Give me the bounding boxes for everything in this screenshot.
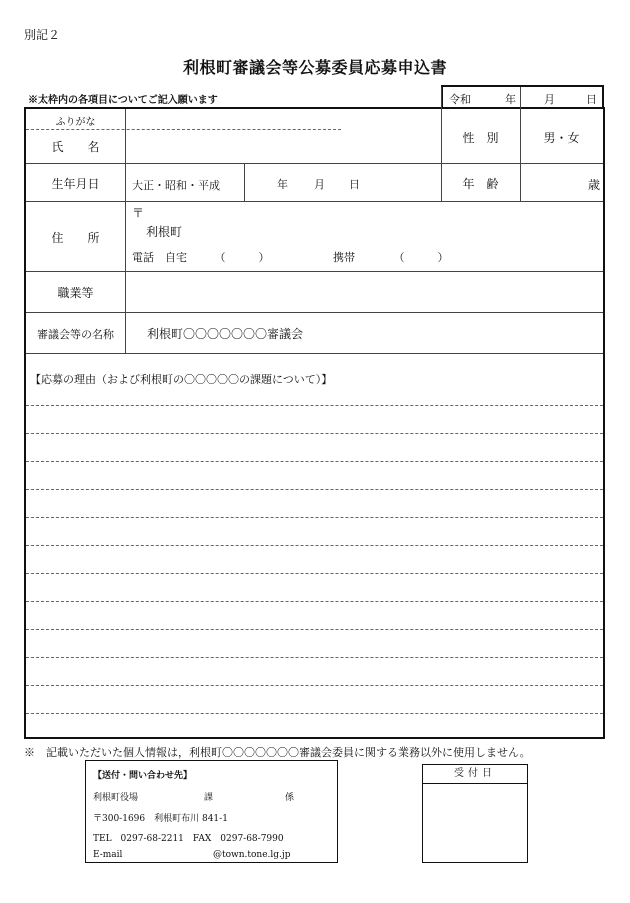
application-form — [24, 107, 605, 739]
row-divider — [26, 271, 603, 272]
writing-line[interactable] — [26, 433, 603, 434]
age-unit: 歳 — [588, 178, 601, 192]
column-divider — [125, 109, 126, 353]
name-label: 氏 名 — [51, 140, 100, 154]
date-month: 月 — [544, 93, 555, 106]
row-divider — [26, 163, 603, 164]
page-title: 利根町審議会等公募委員応募申込書 — [182, 58, 447, 77]
writing-line[interactable] — [26, 517, 603, 518]
row-divider — [26, 353, 603, 354]
birth-year-unit: 年 — [277, 178, 288, 191]
writing-line[interactable] — [26, 629, 603, 630]
age-label: 年 齢 — [462, 177, 499, 191]
writing-line[interactable] — [26, 713, 603, 714]
contact-email-label: E-mail — [93, 850, 123, 860]
writing-line[interactable] — [26, 601, 603, 602]
postal-mark: 〒 — [132, 206, 145, 220]
row-divider — [26, 312, 603, 313]
council-name: 利根町〇〇〇〇〇〇〇審議会 — [147, 327, 304, 341]
date-era: 令和 — [449, 93, 471, 106]
writing-line[interactable] — [26, 489, 603, 490]
phone-home[interactable]: 電話 自宅 （ ） — [132, 251, 270, 264]
privacy-footnote: ※ 記載いただいた個人情報は，利根町〇〇〇〇〇〇〇審議会委員に関する業務以外に使用しません。 — [24, 746, 531, 759]
phone-mobile[interactable]: 携帯 （ ） — [333, 251, 449, 264]
contact-box — [85, 760, 338, 863]
application-date-box[interactable] — [441, 85, 604, 107]
writing-line[interactable] — [26, 461, 603, 462]
writing-line[interactable] — [26, 573, 603, 574]
address-label: 住 所 — [51, 231, 100, 245]
contact-section: 課 — [204, 793, 214, 803]
writing-line[interactable] — [26, 685, 603, 686]
writing-line[interactable] — [26, 405, 603, 406]
occupation-label: 職業等 — [57, 286, 94, 300]
contact-email-domain[interactable]: @town.tone.lg.jp — [213, 850, 291, 860]
contact-address: 〒300-1696 利根町布川 841-1 — [93, 814, 228, 824]
birthdate-label: 生年月日 — [51, 177, 100, 191]
row-divider — [26, 201, 603, 202]
furigana-divider — [26, 129, 341, 130]
furigana-label: ふりがな — [55, 117, 96, 128]
date-day: 日 — [586, 93, 597, 106]
gender-label: 性 別 — [462, 131, 499, 145]
council-label: 審議会等の名称 — [37, 328, 114, 341]
address-town: 利根町 — [146, 225, 183, 239]
birth-month-unit: 月 — [314, 178, 325, 191]
contact-tel-fax: TEL 0297-68-2211 FAX 0297-68-7990 — [93, 834, 284, 844]
date-year: 年 — [505, 93, 516, 106]
reception-label: 受付日 — [423, 765, 527, 784]
reason-label: 【応募の理由（および利根町の〇〇〇〇〇の課題について）】 — [30, 373, 333, 386]
contact-office: 利根町役場 — [93, 793, 139, 803]
column-divider — [244, 163, 245, 201]
annex-label: 別記２ — [24, 28, 61, 42]
contact-heading: 【送付・問い合わせ先】 — [93, 771, 193, 781]
birth-era-options[interactable]: 大正・昭和・平成 — [132, 179, 220, 192]
birth-day-unit: 日 — [349, 178, 360, 191]
contact-staff: 係 — [285, 793, 295, 803]
writing-line[interactable] — [26, 657, 603, 658]
reception-stamp-box — [422, 764, 528, 863]
instruction-note: ※太枠内の各項目についてご記入願います — [28, 95, 218, 106]
gender-options[interactable]: 男・女 — [543, 131, 580, 145]
writing-line[interactable] — [26, 545, 603, 546]
